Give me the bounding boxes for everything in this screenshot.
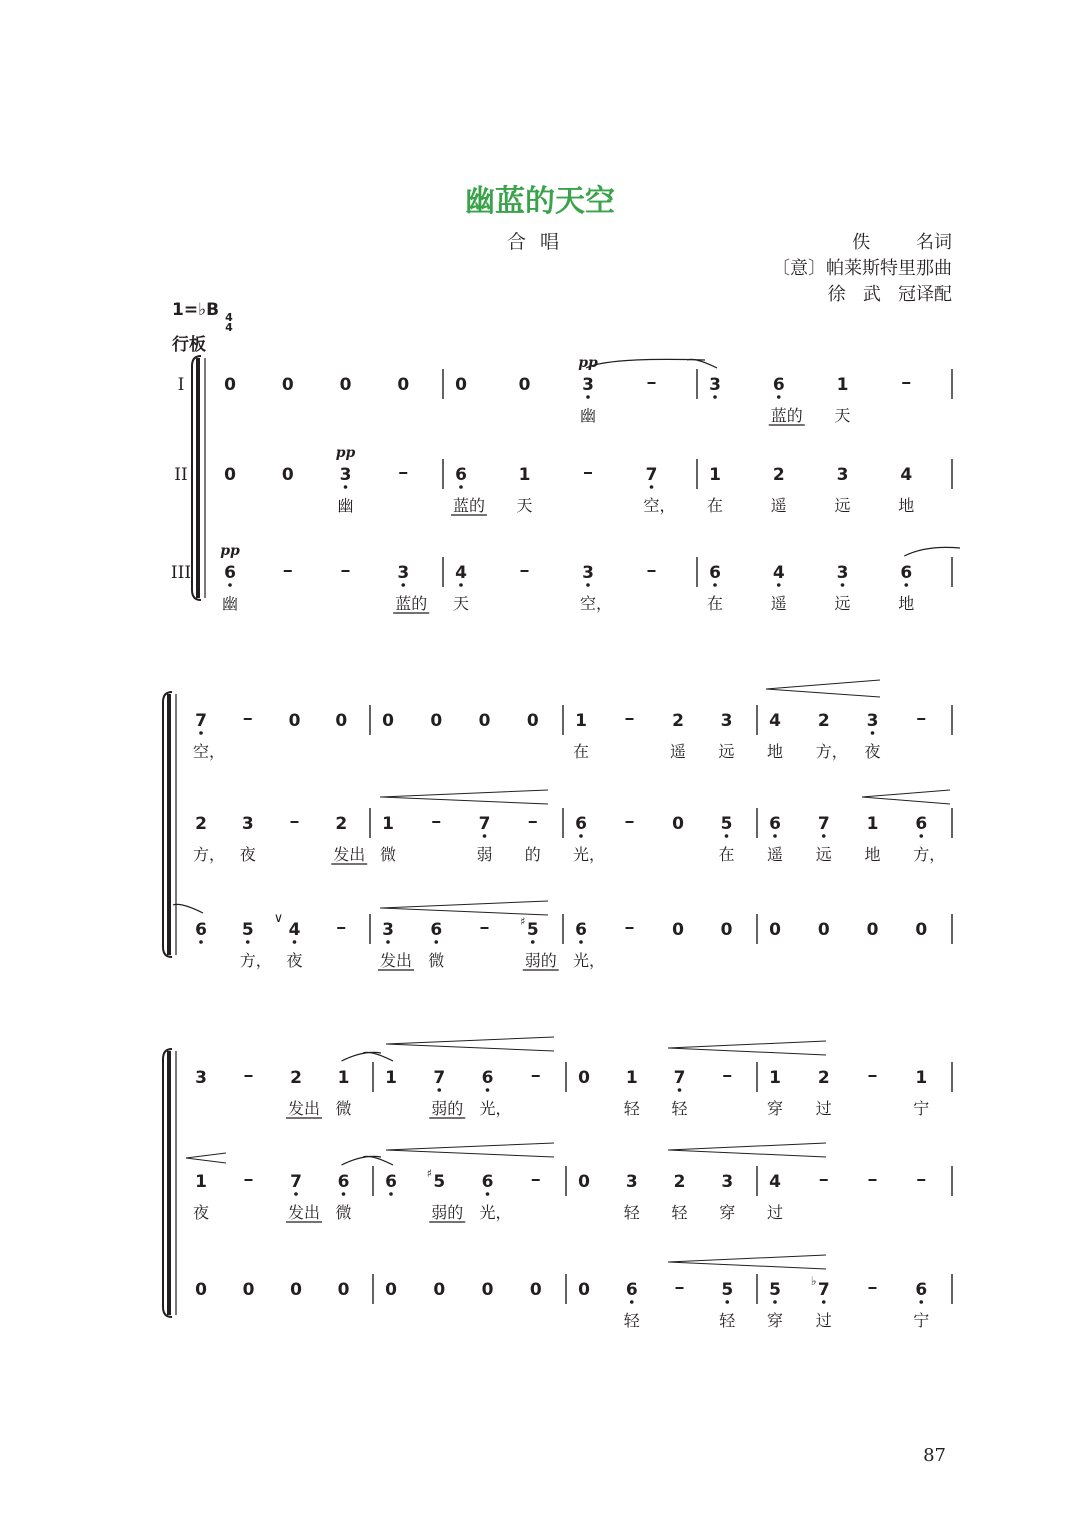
- dynamic-pp: pp: [335, 445, 356, 461]
- lyric: 地: [766, 742, 784, 761]
- note: 5: [720, 814, 733, 834]
- octave-dot-below: [199, 731, 203, 735]
- lyric: 蓝的: [395, 594, 428, 613]
- octave-dot-below: [199, 940, 203, 944]
- note: 1: [195, 1172, 207, 1192]
- lyric: 远: [834, 496, 851, 515]
- dynamic-pp: pp: [578, 355, 598, 371]
- lyric: 方，: [913, 845, 946, 864]
- lyric: 发出: [287, 1099, 321, 1118]
- lyric: 穿: [719, 1203, 736, 1222]
- note: 0: [337, 1280, 350, 1300]
- lyric: 远: [834, 594, 851, 613]
- lyric: 轻: [623, 1203, 640, 1222]
- tie-arc: [586, 359, 705, 368]
- octave-dot-below: [434, 940, 438, 944]
- note: 3: [241, 814, 254, 834]
- note: 5: [241, 920, 254, 940]
- lyric: 轻: [671, 1203, 688, 1222]
- octave-dot-below: [342, 1192, 346, 1196]
- lyric: 天: [834, 406, 851, 425]
- note: 6: [481, 1172, 494, 1192]
- lyric: 宁: [913, 1099, 930, 1118]
- note: 4: [769, 711, 781, 731]
- note: 3: [836, 563, 849, 583]
- tie-arc: [173, 904, 203, 913]
- note: 0: [385, 1280, 397, 1300]
- octave-dot-below: [822, 834, 826, 838]
- sharp-sign: ♯: [520, 915, 526, 928]
- lyric: 空，: [643, 496, 676, 515]
- octave-dot-below: [344, 485, 348, 489]
- lyric: 轻: [623, 1311, 640, 1330]
- note: 0: [481, 1280, 494, 1300]
- note: 0: [288, 711, 301, 731]
- octave-dot-below: [586, 395, 590, 399]
- time-signature-bottom: 4: [225, 321, 233, 334]
- octave-dot-below: [713, 583, 717, 587]
- note: 1: [575, 711, 587, 731]
- lyric: 方，: [815, 742, 848, 761]
- octave-dot-below: [486, 1088, 490, 1092]
- octave-dot-below: [401, 583, 405, 587]
- lyric: 光，: [572, 951, 606, 970]
- voice-label: I: [177, 375, 185, 395]
- octave-dot-below: [773, 834, 777, 838]
- octave-dot-below: [579, 940, 583, 944]
- note: 1: [709, 465, 721, 485]
- octave-dot-below: [725, 1300, 729, 1304]
- note: 7: [817, 814, 830, 834]
- octave-dot-below: [437, 1088, 441, 1092]
- lyric: 光，: [479, 1099, 512, 1118]
- note: 6: [915, 814, 928, 834]
- lyric: 弱的: [431, 1099, 464, 1118]
- note: 5: [433, 1172, 446, 1192]
- note: 5: [526, 920, 539, 940]
- note: 6: [575, 920, 587, 940]
- octave-dot-below: [586, 583, 590, 587]
- note: 7: [195, 711, 207, 731]
- lyric: 地: [898, 594, 915, 613]
- hairpin-mark: [862, 790, 950, 804]
- tempo-marking: 行板: [172, 335, 206, 355]
- octave-dot-below: [483, 834, 487, 838]
- octave-dot-below: [389, 1192, 393, 1196]
- lyric: 光，: [479, 1203, 512, 1222]
- tie-arc: [363, 1156, 393, 1165]
- octave-dot-below: [294, 1192, 298, 1196]
- octave-dot-below: [919, 1300, 923, 1304]
- lyric: 弱的: [431, 1203, 464, 1222]
- song-subtitle: 合唱: [506, 231, 573, 253]
- octave-dot-below: [713, 395, 717, 399]
- octave-dot-below: [386, 940, 390, 944]
- lyric: 轻: [719, 1311, 736, 1330]
- octave-dot-below: [630, 1300, 634, 1304]
- note: 1: [385, 1068, 397, 1088]
- lyric: 蓝的: [452, 496, 486, 515]
- note: 0: [455, 375, 467, 395]
- note: 3: [582, 563, 594, 583]
- tie-arc: [363, 1052, 393, 1061]
- lyric: 过: [815, 1311, 832, 1330]
- note: 1: [625, 1068, 638, 1088]
- note: 0: [526, 711, 539, 731]
- lyric: 幽: [337, 496, 354, 515]
- note: 1: [337, 1068, 350, 1088]
- note: 1: [866, 814, 879, 834]
- note: 4: [455, 563, 467, 583]
- note: 1: [518, 465, 531, 485]
- lyric: 幽: [579, 406, 597, 425]
- note: 6: [195, 920, 207, 940]
- note: 0: [224, 375, 236, 395]
- voice-label: II: [174, 465, 188, 485]
- lyric: 地: [864, 845, 881, 864]
- lyric: 微: [335, 1099, 352, 1118]
- note: 4: [288, 920, 301, 940]
- note: 2: [772, 465, 785, 485]
- note: 3: [866, 711, 879, 731]
- note: 0: [672, 920, 684, 940]
- note: 6: [430, 920, 443, 940]
- lyric: 轻: [671, 1099, 688, 1118]
- note: 0: [224, 465, 236, 485]
- lyric: 穿: [766, 1099, 784, 1118]
- credit-translator: 徐 武 冠译配: [827, 284, 952, 305]
- octave-dot-below: [459, 583, 463, 587]
- credit-composer: 〔意〕帕莱斯特里那曲: [772, 258, 952, 279]
- note: 0: [915, 920, 928, 940]
- hairpin-mark: [766, 680, 880, 697]
- note: 6: [625, 1280, 638, 1300]
- lyric: 遥: [766, 845, 784, 864]
- note: 0: [529, 1280, 542, 1300]
- note: 7: [673, 1068, 686, 1088]
- note: 7: [645, 465, 658, 485]
- note: 7: [478, 814, 491, 834]
- note: 0: [578, 1068, 590, 1088]
- hairpin-mark: [668, 1041, 826, 1055]
- credit-lyricist: 佚 名词: [852, 232, 952, 253]
- note: 6: [224, 563, 236, 583]
- lyric: 空，: [192, 742, 226, 761]
- note: 3: [721, 1172, 734, 1192]
- lyric: 穿: [766, 1311, 784, 1330]
- lyric: 夜: [192, 1203, 210, 1222]
- note: 1: [915, 1068, 928, 1088]
- lyric: 天: [516, 496, 533, 515]
- note: 0: [672, 814, 684, 834]
- octave-dot-below: [678, 1088, 682, 1092]
- octave-dot-below: [650, 485, 654, 489]
- lyric: 在: [706, 496, 724, 515]
- note: 2: [673, 1172, 686, 1192]
- tie-arc: [904, 547, 960, 556]
- octave-dot-below: [919, 834, 923, 838]
- note: 0: [397, 375, 410, 395]
- octave-dot-below: [904, 583, 908, 587]
- note: 3: [625, 1172, 638, 1192]
- note: 0: [242, 1280, 255, 1300]
- voice-label: III: [170, 563, 192, 583]
- note: 6: [575, 814, 587, 834]
- note: 0: [433, 1280, 446, 1300]
- hairpin-mark: [668, 1255, 826, 1269]
- octave-dot-below: [773, 1300, 777, 1304]
- note: 0: [866, 920, 879, 940]
- note: 0: [339, 375, 352, 395]
- tie-arc: [687, 359, 717, 368]
- lyric: 遥: [669, 742, 687, 761]
- note: 0: [518, 375, 531, 395]
- lyric: 发出: [287, 1203, 321, 1222]
- note: 3: [397, 563, 410, 583]
- note: 2: [335, 814, 348, 834]
- note: 7: [290, 1172, 302, 1192]
- lyric: 地: [898, 496, 915, 515]
- note: 6: [772, 375, 785, 395]
- note: 0: [478, 711, 491, 731]
- note: 3: [582, 375, 594, 395]
- page-number: 87: [923, 1445, 946, 1466]
- lyric: 遥: [770, 594, 787, 613]
- note: 7: [817, 1280, 830, 1300]
- note: 3: [709, 375, 721, 395]
- hairpin-mark: [380, 790, 548, 804]
- lyric: 弱的: [524, 951, 557, 970]
- lyric: 夜: [286, 951, 303, 970]
- lyric: 轻: [623, 1099, 640, 1118]
- lyric: 微: [335, 1203, 352, 1222]
- lyric: 方，: [192, 845, 226, 864]
- octave-dot-below: [841, 583, 845, 587]
- octave-dot-below: [871, 731, 875, 735]
- lyric: 发出: [333, 845, 366, 864]
- hairpin-mark: [380, 901, 548, 915]
- lyric: 幽: [221, 594, 239, 613]
- note: 2: [817, 1068, 830, 1088]
- note: 3: [836, 465, 849, 485]
- lyric: 弱: [476, 845, 493, 864]
- note: 0: [281, 465, 294, 485]
- lyric: 在: [706, 594, 724, 613]
- note: 0: [382, 711, 394, 731]
- note: 3: [720, 711, 733, 731]
- note: 6: [385, 1172, 397, 1192]
- octave-dot-below: [725, 834, 729, 838]
- note: 6: [337, 1172, 350, 1192]
- note: 4: [769, 1172, 781, 1192]
- lyric: 在: [718, 845, 735, 864]
- note: 3: [339, 465, 352, 485]
- octave-dot-below: [777, 583, 781, 587]
- note: 4: [772, 563, 785, 583]
- lyric: 宁: [913, 1311, 930, 1330]
- dynamic-pp: pp: [220, 543, 240, 559]
- note: 0: [430, 711, 443, 731]
- note: 6: [915, 1280, 928, 1300]
- lyric: 光，: [572, 845, 606, 864]
- lyric: 发出: [379, 951, 413, 970]
- lyric: 过: [815, 1099, 832, 1118]
- note: 0: [290, 1280, 302, 1300]
- hairpin-mark: [668, 1143, 826, 1157]
- time-signature-top: 4: [225, 311, 233, 324]
- song-title: 幽蓝的天空: [465, 184, 615, 219]
- note: 5: [721, 1280, 734, 1300]
- lyric: 远: [815, 845, 832, 864]
- lyric: 蓝的: [770, 406, 803, 425]
- lyric: 微: [428, 951, 445, 970]
- octave-dot-below: [246, 940, 250, 944]
- lyric: 夜: [239, 845, 256, 864]
- octave-dot-below: [579, 834, 583, 838]
- octave-dot-below: [777, 395, 781, 399]
- note: 6: [455, 465, 467, 485]
- lyric: 的: [524, 845, 541, 864]
- octave-dot-below: [228, 583, 232, 587]
- lyric: 遥: [770, 496, 787, 515]
- flat-sign: ♭: [810, 1274, 817, 1288]
- hairpin-mark: [386, 1143, 554, 1157]
- lyric: 远: [718, 742, 735, 761]
- note: 4: [900, 465, 913, 485]
- note: 0: [578, 1172, 590, 1192]
- lyric: 天: [452, 594, 470, 613]
- lyric: 夜: [864, 742, 881, 761]
- lyric: 在: [572, 742, 590, 761]
- lyric: 过: [766, 1203, 784, 1222]
- note: 6: [900, 563, 913, 583]
- note: 1: [836, 375, 849, 395]
- note: 6: [481, 1068, 494, 1088]
- octave-dot-below: [486, 1192, 490, 1196]
- note: 1: [769, 1068, 781, 1088]
- note: 3: [382, 920, 394, 940]
- lyric: 微: [379, 845, 397, 864]
- note: 1: [382, 814, 394, 834]
- octave-dot-below: [293, 940, 297, 944]
- octave-dot-below: [459, 485, 463, 489]
- lyric: 空，: [579, 594, 613, 613]
- note: 5: [769, 1280, 781, 1300]
- note: 0: [578, 1280, 590, 1300]
- hairpin-mark: [186, 1153, 226, 1163]
- note: 2: [672, 711, 684, 731]
- note: 0: [817, 920, 830, 940]
- note: 6: [769, 814, 781, 834]
- note: 2: [195, 814, 207, 834]
- note: 7: [433, 1068, 446, 1088]
- sharp-sign: ♯: [426, 1167, 432, 1180]
- note: 0: [281, 375, 294, 395]
- octave-dot-below: [531, 940, 535, 944]
- key-signature: 1=♭B: [172, 300, 220, 320]
- note: 6: [709, 563, 721, 583]
- note: 0: [769, 920, 781, 940]
- note: 3: [195, 1068, 207, 1088]
- note: 0: [720, 920, 733, 940]
- octave-dot-below: [822, 1300, 826, 1304]
- note: 0: [335, 711, 348, 731]
- lyric: 方，: [239, 951, 272, 970]
- note: 2: [817, 711, 830, 731]
- note: 2: [290, 1068, 302, 1088]
- note: 0: [195, 1280, 207, 1300]
- breath-mark: ∨: [273, 911, 284, 926]
- hairpin-mark: [386, 1037, 554, 1051]
